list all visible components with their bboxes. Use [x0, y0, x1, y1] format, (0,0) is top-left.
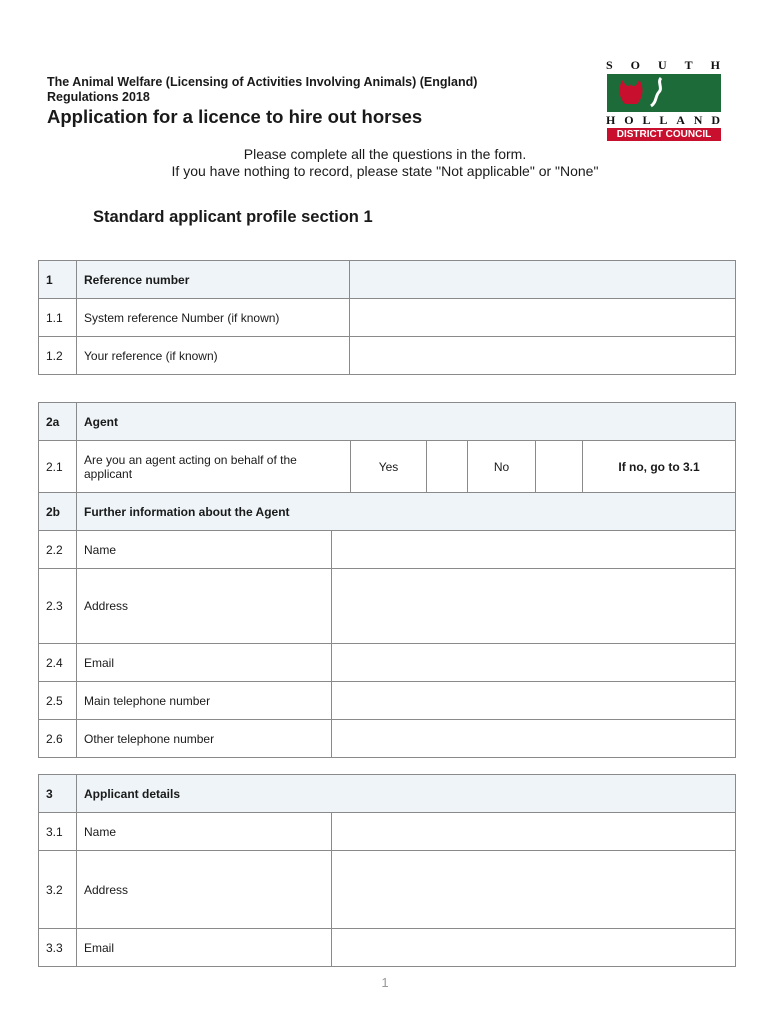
logo-letter: D: [711, 113, 720, 127]
page-number: 1: [381, 975, 389, 990]
table-row: [39, 337, 736, 375]
logo-letter: S: [606, 58, 613, 72]
table-row: [39, 813, 736, 851]
agent-other-phone-field[interactable]: [332, 720, 736, 758]
applicant-name-field[interactable]: [332, 813, 736, 851]
table-row: [39, 299, 736, 337]
applicant-email-field[interactable]: [332, 929, 736, 967]
reference-number-field[interactable]: [350, 261, 736, 299]
row-number: 2.1: [39, 441, 77, 493]
regulation-line-2: Regulations 2018: [47, 90, 150, 104]
table-row: [39, 720, 736, 758]
table-row: [39, 929, 736, 967]
no-label: No: [468, 441, 536, 493]
applicant-address-field[interactable]: [332, 851, 736, 929]
logo-letter: H: [710, 58, 720, 72]
agent-email-field[interactable]: [332, 644, 736, 682]
tulip-icon: [607, 74, 721, 112]
instruction-line-1: Please complete all the questions in the form.: [243, 146, 527, 162]
yes-checkbox[interactable]: [427, 441, 468, 493]
page-title: Application for a licence to hire out horses: [47, 106, 423, 127]
row-number: 1.1: [39, 299, 77, 337]
regulation-title: [47, 75, 587, 105]
row-label: Address: [77, 851, 332, 929]
row-label: Email: [77, 644, 332, 682]
regulation-line-1: The Animal Welfare (Licensing of Activities Involving Animals) (England): [47, 75, 478, 89]
row-label: Name: [77, 813, 332, 851]
agent-table: [38, 402, 736, 531]
row-number: 2b: [39, 493, 77, 531]
logo-letter: H: [606, 113, 616, 127]
agent-main-phone-field[interactable]: [332, 682, 736, 720]
row-number: 2.5: [39, 682, 77, 720]
table-row: [39, 569, 736, 644]
instruction-line-2: If you have nothing to record, please state "Not applicable" or "None": [171, 163, 599, 179]
applicant-details-table: [38, 774, 736, 967]
logo-letter: U: [658, 58, 667, 72]
row-label: Name: [77, 531, 332, 569]
table-row: [39, 403, 736, 441]
table-row: [39, 644, 736, 682]
table-row: [39, 441, 736, 493]
table-row: [39, 531, 736, 569]
agent-address-field[interactable]: [332, 569, 736, 644]
instructions: [0, 146, 770, 180]
logo-letter: T: [684, 58, 693, 72]
logo-middle-text: [603, 113, 723, 128]
row-label: Further information about the Agent: [77, 493, 736, 531]
yes-label: Yes: [351, 441, 427, 493]
logo-emblem: [607, 74, 721, 112]
row-label: Are you an agent acting on behalf of the applicant: [77, 441, 351, 493]
row-label: Email: [77, 929, 332, 967]
logo-bottom-text: DISTRICT COUNCIL: [607, 128, 721, 141]
table-row: [39, 493, 736, 531]
row-label: Reference number: [77, 261, 350, 299]
council-logo: [603, 58, 723, 142]
row-number: 3.1: [39, 813, 77, 851]
row-number: 3.3: [39, 929, 77, 967]
table-row: [39, 851, 736, 929]
row-number: 2.3: [39, 569, 77, 644]
table-row: [39, 775, 736, 813]
logo-letter: L: [659, 113, 668, 127]
row-label: Main telephone number: [77, 682, 332, 720]
logo-letter: A: [676, 113, 685, 127]
row-label: System reference Number (if known): [77, 299, 350, 337]
table-row: [39, 682, 736, 720]
table-row: [39, 261, 736, 299]
row-number: 3: [39, 775, 77, 813]
reference-number-table: [38, 260, 736, 375]
your-reference-field[interactable]: [350, 337, 736, 375]
row-number: 3.2: [39, 851, 77, 929]
row-number: 1: [39, 261, 77, 299]
row-number: 1.2: [39, 337, 77, 375]
row-number: 2.2: [39, 531, 77, 569]
row-label: Agent: [77, 403, 736, 441]
skip-instruction: If no, go to 3.1: [583, 441, 736, 493]
agent-details-table: [38, 530, 736, 758]
logo-letter: L: [642, 113, 651, 127]
logo-letter: N: [693, 113, 703, 127]
row-number: 2.4: [39, 644, 77, 682]
section-title: Standard applicant profile section 1: [93, 208, 373, 226]
logo-letter: O: [630, 58, 641, 72]
system-reference-field[interactable]: [350, 299, 736, 337]
agent-name-field[interactable]: [332, 531, 736, 569]
row-label: Applicant details: [77, 775, 736, 813]
row-label: Your reference (if known): [77, 337, 350, 375]
no-checkbox[interactable]: [536, 441, 583, 493]
logo-letter: O: [624, 113, 634, 127]
row-label: Address: [77, 569, 332, 644]
row-number: 2a: [39, 403, 77, 441]
row-number: 2.6: [39, 720, 77, 758]
logo-top-text: [603, 58, 723, 73]
row-label: Other telephone number: [77, 720, 332, 758]
